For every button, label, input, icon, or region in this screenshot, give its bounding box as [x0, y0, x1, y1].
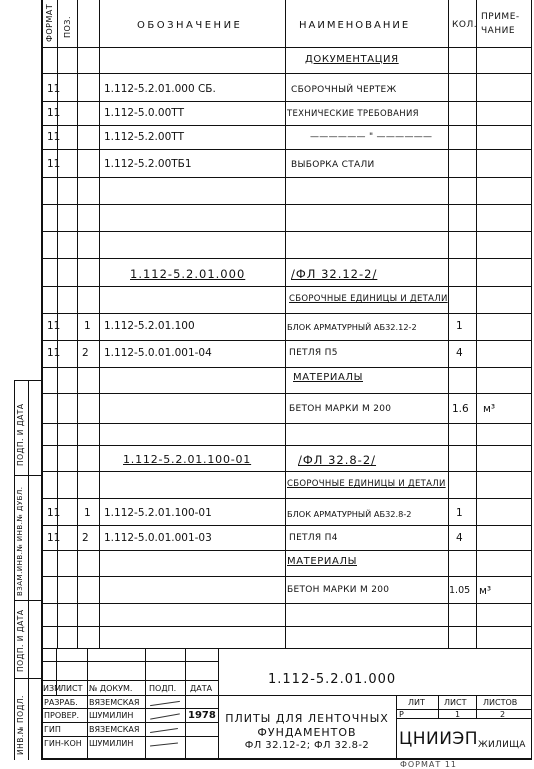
- sidebar-inv-numbers: ВЗАМ.ИНВ.№ ИНВ.№ ДУБЛ.: [16, 486, 24, 596]
- stamp-gin: ГИН-КОН: [44, 739, 82, 748]
- g1r1-pos: 1: [84, 320, 91, 332]
- g1m-name: БЕТОН МАРКИ М 200: [289, 404, 392, 414]
- stamp-sheets-val: 2: [500, 710, 506, 719]
- stamp-title-l3: ФЛ 32.12-2; ФЛ 32.8-2: [244, 740, 370, 751]
- g1r1-designation: 1.112-5.2.01.100: [104, 320, 195, 332]
- stamp-title-l1: ПЛИТЫ ДЛЯ ЛЕНТОЧНЫХ: [225, 712, 389, 725]
- header-format: ФОРМАТ: [45, 3, 54, 42]
- stamp-data: ДАТА: [190, 684, 213, 693]
- stamp-izm: ИЗМ: [43, 684, 62, 693]
- r1-name: СБОРОЧНЫЙ ЧЕРТЕЖ: [291, 85, 397, 95]
- header-pos: ПОЗ.: [63, 16, 72, 38]
- g2r2-name: ПЕТЛЯ П4: [289, 533, 338, 543]
- section-documentation: ДОКУМЕНТАЦИЯ: [305, 54, 399, 65]
- stamp-ndoc: № ДОКУМ.: [89, 684, 133, 693]
- r1-format: 11: [47, 83, 61, 95]
- section-assembly-1: СБОРОЧНЫЕ ЕДИНИЦЫ И ДЕТАЛИ: [289, 294, 448, 304]
- stamp-title-l2: ФУНДАМЕНТОВ: [257, 726, 357, 739]
- group1-designation: 1.112-5.2.01.000: [130, 267, 246, 281]
- g2r2-pos: 2: [82, 532, 89, 544]
- stamp-list: ЛИСТ: [60, 684, 83, 693]
- stamp-prover-name: ШУМИЛИН: [89, 711, 134, 720]
- g2r2-qty: 4: [456, 532, 463, 544]
- g2r2-designation: 1.112-5.0.01.001-03: [104, 532, 212, 544]
- stamp-prover: ПРОВЕР.: [44, 711, 80, 720]
- group1-name: /ФЛ 32.12-2/: [291, 267, 378, 281]
- g2m-qty: 1.05: [449, 585, 471, 596]
- r4-name: ВЫБОРКА СТАЛИ: [291, 160, 375, 170]
- footer-format: ФОРМАТ 11: [400, 760, 457, 769]
- group2-designation: 1.112-5.2.01.100-01: [123, 453, 252, 466]
- g1r1-format: 11: [47, 320, 61, 332]
- g1r1-name: БЛОК АРМАТУРНЫЙ АБ32.12-2: [287, 322, 417, 332]
- r2-format: 11: [47, 107, 61, 119]
- r3-name: —————— " ——————: [310, 132, 433, 142]
- header-qty: КОЛ.: [452, 20, 478, 30]
- stamp-gip: ГИП: [44, 725, 61, 734]
- stamp-podp: ПОДП.: [149, 684, 177, 693]
- header-note-l2: ЧАНИЕ: [481, 26, 516, 36]
- r2-designation: 1.112-5.0.00ТТ: [104, 107, 185, 119]
- group2-name: /ФЛ 32.8-2/: [298, 453, 377, 467]
- stamp-year: 1978: [188, 710, 216, 721]
- r1-designation: 1.112-5.2.01.000 СБ.: [104, 83, 216, 95]
- stamp-razrab: РАЗРАБ.: [44, 698, 78, 707]
- r3-designation: 1.112-5.2.00ТТ: [104, 131, 185, 143]
- stamp-lit: ЛИТ: [408, 698, 425, 707]
- stamp-sheets: ЛИСТОВ: [483, 698, 518, 707]
- g2r1-pos: 1: [84, 507, 91, 519]
- r4-format: 11: [47, 158, 61, 170]
- g2r2-format: 11: [47, 532, 61, 544]
- section-materials-2: МАТЕРИАЛЫ: [287, 556, 357, 567]
- header-note-l1: ПРИМЕ-: [481, 12, 520, 22]
- g2r1-designation: 1.112-5.2.01.100-01: [104, 507, 212, 519]
- r4-designation: 1.112-5.2.00ТБ1: [104, 158, 192, 170]
- sidebar-inv-original: ИНВ.№ ПОДЛ.: [16, 695, 25, 755]
- g1r2-name: ПЕТЛЯ П5: [289, 348, 338, 358]
- section-materials-1: МАТЕРИАЛЫ: [293, 372, 363, 383]
- g2m-note: м³: [479, 585, 492, 597]
- header-designation: ОБОЗНАЧЕНИЕ: [137, 20, 243, 31]
- g2r1-qty: 1: [456, 507, 463, 519]
- r2-name: ТЕХНИЧЕСКИЕ ТРЕБОВАНИЯ: [287, 109, 419, 119]
- g2m-name: БЕТОН МАРКИ М 200: [287, 585, 390, 595]
- stamp-sheet-val: 1: [455, 710, 461, 719]
- g1r2-qty: 4: [456, 347, 463, 359]
- stamp-org-a: ЦНИИЭП: [399, 729, 479, 749]
- sidebar-sign-date-1: ПОДП. И ДАТА: [16, 403, 25, 466]
- g1m-qty: 1.6: [452, 403, 469, 415]
- g2r1-name: БЛОК АРМАТУРНЫЙ АБ32.8-2: [287, 509, 412, 519]
- stamp-lit-val: Р: [399, 710, 404, 719]
- g1r1-qty: 1: [456, 320, 463, 332]
- g1r2-pos: 2: [82, 347, 89, 359]
- g1m-note: м³: [483, 403, 496, 415]
- header-name: НАИМЕНОВАНИЕ: [299, 20, 411, 31]
- g2r1-format: 11: [47, 507, 61, 519]
- sidebar-sign-date-2: ПОДП. И ДАТА: [16, 609, 25, 672]
- stamp-code: 1.112-5.2.01.000: [268, 672, 397, 687]
- g1r2-format: 11: [47, 347, 61, 359]
- stamp-org-b: ЖИЛИЩА: [478, 740, 526, 750]
- stamp-gin-name: ШУМИЛИН: [89, 739, 134, 748]
- r3-format: 11: [47, 131, 61, 143]
- stamp-sheet: ЛИСТ: [444, 698, 467, 707]
- stamp-gip-name: ВЯЗЕМСКАЯ: [89, 725, 140, 734]
- g1r2-designation: 1.112-5.0.01.001-04: [104, 347, 212, 359]
- stamp-razrab-name: ВЯЗЕМСКАЯ: [89, 698, 140, 707]
- section-assembly-2: СБОРОЧНЫЕ ЕДИНИЦЫ И ДЕТАЛИ: [287, 479, 446, 489]
